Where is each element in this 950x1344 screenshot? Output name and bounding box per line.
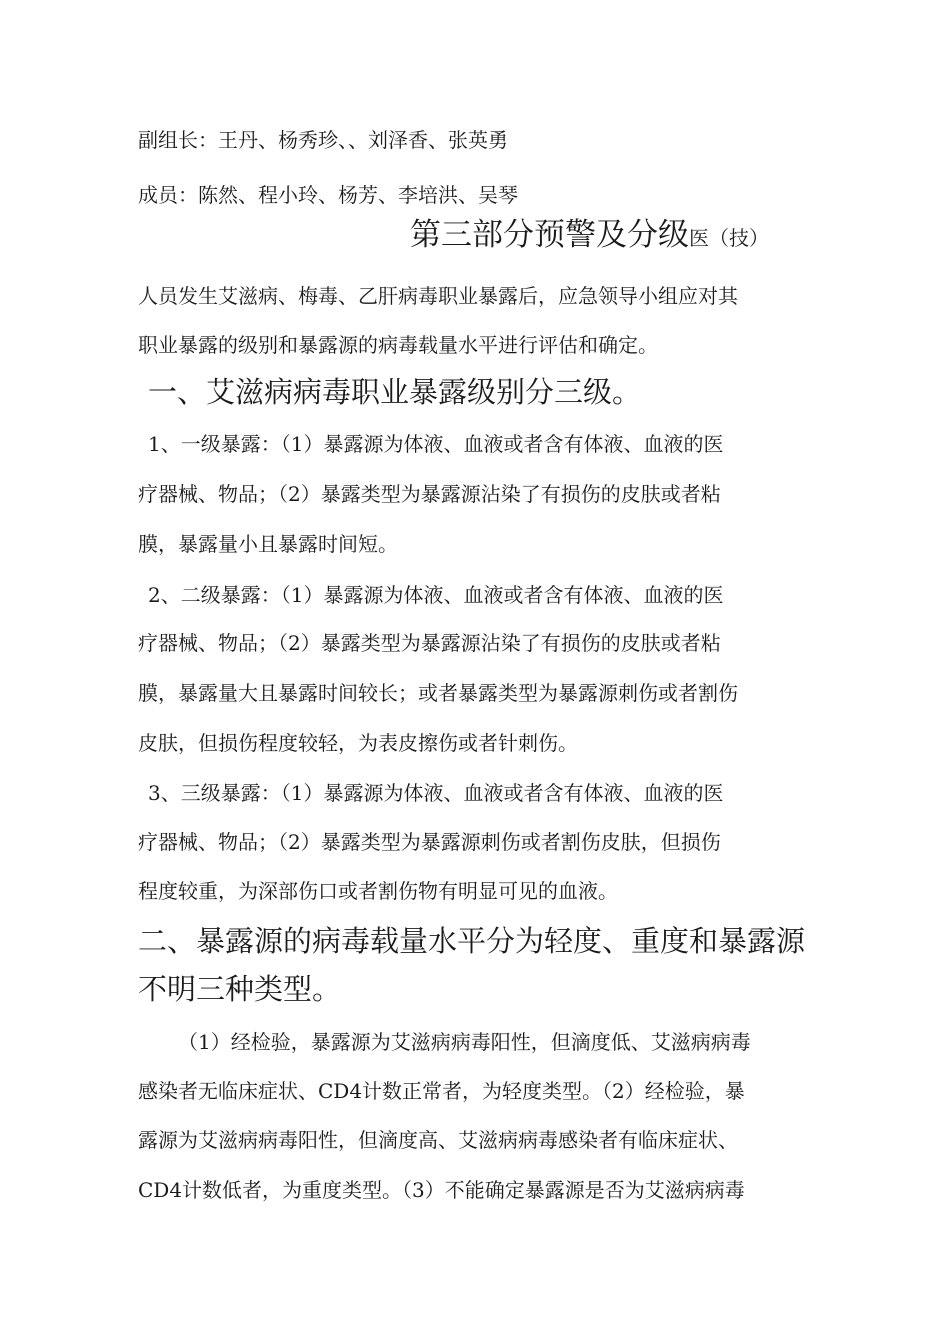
level3-line-2: 疗器械、物品；（2）暴露类型为暴露源刺伤或者割伤皮肤，但损伤 <box>138 830 721 854</box>
level1-line-1: 1、一级暴露：（1）暴露源为体液、血液或者含有体液、血液的医 <box>148 432 724 456</box>
part3-title-main: 第三部分预警及分级 <box>410 217 689 253</box>
level3-line-1: 3、三级暴露：（1）暴露源为体液、血液或者含有体液、血液的医 <box>148 781 724 805</box>
part3-title <box>410 215 769 258</box>
section2-heading-line-1: 二、暴露源的病毒载量水平分为轻度、重度和暴露源 <box>138 924 806 958</box>
section2-para-line-4: CD4计数低者，为重度类型。（3）不能确定暴露源是否为艾滋病病毒 <box>138 1178 745 1202</box>
level1-line-2: 疗器械、物品；（2）暴露类型为暴露源沾染了有损伤的皮肤或者粘 <box>138 482 721 506</box>
level3-line-3: 程度较重，为深部伤口或者割伤物有明显可见的血液。 <box>138 879 618 903</box>
section2-para-line-1: （1）经检验，暴露源为艾滋病病毒阳性，但滴度低、艾滋病病毒 <box>178 1030 751 1054</box>
section2-heading-line-2: 不明三种类型。 <box>138 972 342 1006</box>
intro-line-2: 职业暴露的级别和暴露源的病毒载量水平进行评估和确定。 <box>138 333 658 357</box>
section2-para-line-3: 露源为艾滋病病毒阳性，但滴度高、艾滋病病毒感染者有临床症状、 <box>138 1128 738 1152</box>
level2-line-2: 疗器械、物品；（2）暴露类型为暴露源沾染了有损伤的皮肤或者粘 <box>138 631 721 655</box>
level2-line-4: 皮肤，但损伤程度较轻，为表皮擦伤或者针刺伤。 <box>138 731 578 755</box>
part3-title-suffix: 医（技） <box>689 226 769 250</box>
level2-line-3: 膜，暴露量大且暴露时间较长；或者暴露类型为暴露源刺伤或者割伤 <box>138 681 738 705</box>
level2-line-1: 2、二级暴露：（1）暴露源为体液、血液或者含有体液、血液的医 <box>148 583 724 607</box>
section2-para-line-2: 感染者无临床症状、CD4计数正常者，为轻度类型。（2）经检验，暴 <box>138 1079 745 1103</box>
members-line: 成员：陈然、程小玲、杨芳、李培洪、吴琴 <box>138 183 518 207</box>
intro-line-1: 人员发生艾滋病、梅毒、乙肝病毒职业暴露后，应急领导小组应对其 <box>138 284 738 308</box>
section1-heading: 一、艾滋病病毒职业暴露级别分三级。 <box>148 375 642 409</box>
level1-line-3: 膜，暴露量小且暴露时间短。 <box>138 532 398 556</box>
deputy-leaders-line: 副组长：王丹、杨秀珍、、刘泽香、张英勇 <box>138 128 508 152</box>
